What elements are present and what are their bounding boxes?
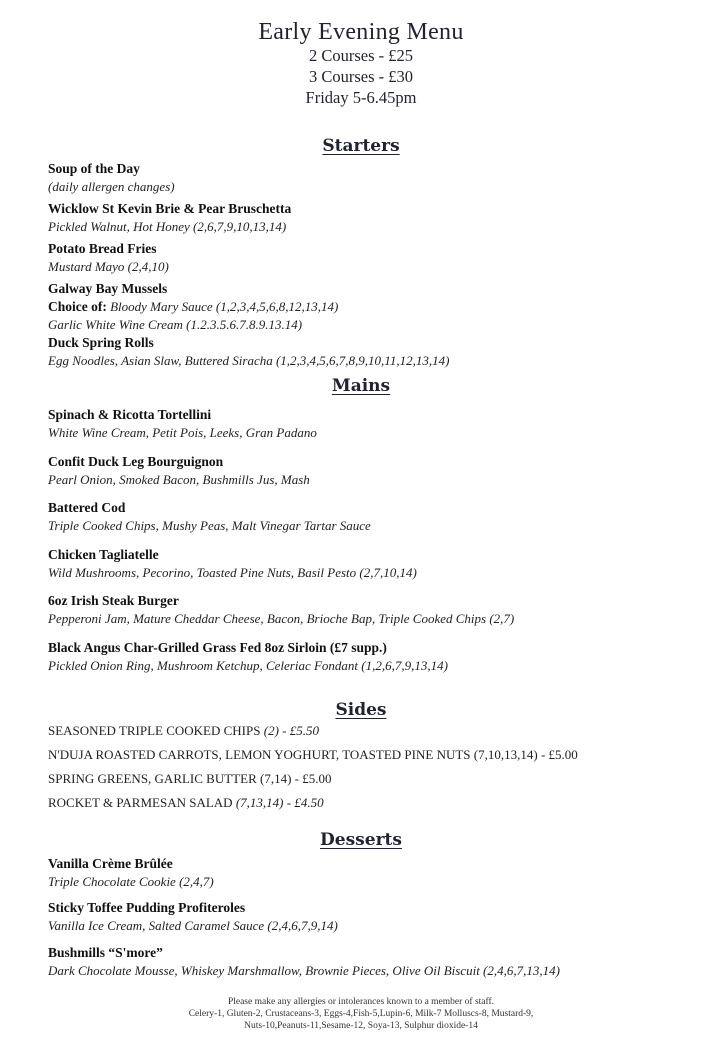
serving-time: Friday 5-6.45pm [305, 88, 417, 107]
side-allergens: (7,13,14) [235, 795, 284, 810]
side-name: ROCKET & PARMESAN SALAD [48, 795, 233, 810]
item-description: Bloody Mary Sauce (1,2,3,4,5,6,8,12,13,14) [110, 299, 339, 314]
allergen-footer [0, 996, 722, 1032]
menu-item [48, 200, 698, 235]
side-price: - £5.00 [540, 747, 578, 762]
allergen-key-line-2: Nuts-10,Peanuts-11,Sesame-12, Soya-13, Sulphur dioxide-14 [244, 1021, 478, 1031]
item-description: Triple Cooked Chips, Mushy Peas, Malt Vinegar Tartar Sauce [48, 518, 371, 533]
menu-item [48, 639, 698, 674]
allergen-key-line-1: Celery-1, Gluten-2, Crustaceans-3, Eggs-4,Fish-5,Lupin-6, Milk-7 Molluscs-8, Mustard-9, [188, 1009, 534, 1019]
item-name: Galway Bay Mussels [48, 281, 168, 296]
menu-item [48, 899, 698, 934]
side-item [48, 747, 578, 763]
menu-item [48, 499, 698, 534]
item-description: Wild Mushrooms, Pecorino, Toasted Pine Nuts, Basil Pesto (2,7,10,14) [48, 565, 417, 580]
menu-item [48, 453, 698, 488]
item-name: Sticky Toffee Pudding Profiteroles [48, 900, 246, 915]
menu-item [48, 334, 698, 369]
menu-item [48, 280, 698, 333]
side-price: - £5.00 [294, 771, 332, 786]
item-description-alt: Garlic White Wine Cream (1.2.3.5.6.7.8.9.13.14) [48, 317, 303, 332]
side-allergens: (7,14) [260, 771, 292, 786]
item-description: Mustard Mayo (2,4,10) [48, 259, 169, 274]
menu-item [48, 944, 698, 979]
three-course-price: 3 Courses - £30 [308, 67, 414, 86]
allergy-notice: Please make any allergies or intolerances known to a member of staff. [227, 997, 495, 1007]
item-description: Pepperoni Jam, Mature Cheddar Cheese, Bacon, Brioche Bap, Triple Cooked Chips (2,7) [48, 611, 515, 626]
side-price: - £4.50 [286, 795, 324, 810]
desserts-heading: Desserts [320, 830, 402, 850]
side-allergens: (2) [263, 723, 279, 738]
sides-heading: Sides [335, 700, 387, 720]
item-name: Confit Duck Leg Bourguignon [48, 454, 224, 469]
item-name: Vanilla Crème Brûlée [48, 856, 173, 871]
item-name: Potato Bread Fries [48, 241, 157, 256]
starters-heading: Starters [322, 136, 400, 156]
menu-item [48, 546, 698, 581]
item-description: Pickled Walnut, Hot Honey (2,6,7,9,10,13,14) [48, 219, 287, 234]
choice-label: Choice of: [48, 299, 107, 314]
item-description: Vanilla Ice Cream, Salted Caramel Sauce (2,4,6,7,9,14) [48, 918, 338, 933]
item-description: (daily allergen changes) [48, 179, 175, 194]
side-item [48, 723, 319, 739]
mains-heading: Mains [331, 376, 391, 396]
side-item [48, 771, 332, 787]
menu-item [48, 160, 698, 195]
menu-item [48, 592, 698, 627]
side-allergens: (7,10,13,14) [473, 747, 538, 762]
menu-title: Early Evening Menu [258, 19, 464, 45]
item-description: Pickled Onion Ring, Mushroom Ketchup, Celeriac Fondant (1,2,6,7,9,13,14) [48, 658, 448, 673]
menu-item [48, 406, 698, 441]
menu-header [0, 19, 722, 108]
item-name: Duck Spring Rolls [48, 335, 154, 350]
side-name: SPRING GREENS, GARLIC BUTTER [48, 771, 257, 786]
side-item [48, 795, 324, 811]
item-description: Pearl Onion, Smoked Bacon, Bushmills Jus, Mash [48, 472, 310, 487]
item-name: Battered Cod [48, 500, 126, 515]
item-name: Spinach & Ricotta Tortellini [48, 407, 212, 422]
menu-item [48, 855, 698, 890]
item-name: Wicklow St Kevin Brie & Pear Bruschetta [48, 201, 292, 216]
two-course-price: 2 Courses - £25 [308, 46, 414, 65]
side-name: SEASONED TRIPLE COOKED CHIPS [48, 723, 261, 738]
side-name: N'DUJA ROASTED CARROTS, LEMON YOGHURT, TOASTED PINE NUTS [48, 747, 471, 762]
side-price: - £5.50 [282, 723, 319, 738]
item-name: Soup of the Day [48, 161, 140, 176]
item-description: Egg Noodles, Asian Slaw, Buttered Siracha (1,2,3,4,5,6,7,8,9,10,11,12,13,14) [48, 353, 450, 368]
item-description: Dark Chocolate Mousse, Whiskey Marshmallow, Brownie Pieces, Olive Oil Biscuit (2,4,6,7,13,14) [48, 963, 560, 978]
item-name: Chicken Tagliatelle [48, 547, 159, 562]
item-description: Triple Chocolate Cookie (2,4,7) [48, 874, 214, 889]
item-name: Black Angus Char-Grilled Grass Fed 8oz Sirloin (£7 supp.) [48, 640, 387, 655]
menu-item [48, 240, 698, 275]
item-name: 6oz Irish Steak Burger [48, 593, 179, 608]
item-name: Bushmills “S'more” [48, 945, 163, 960]
item-description: White Wine Cream, Petit Pois, Leeks, Gran Padano [48, 425, 317, 440]
